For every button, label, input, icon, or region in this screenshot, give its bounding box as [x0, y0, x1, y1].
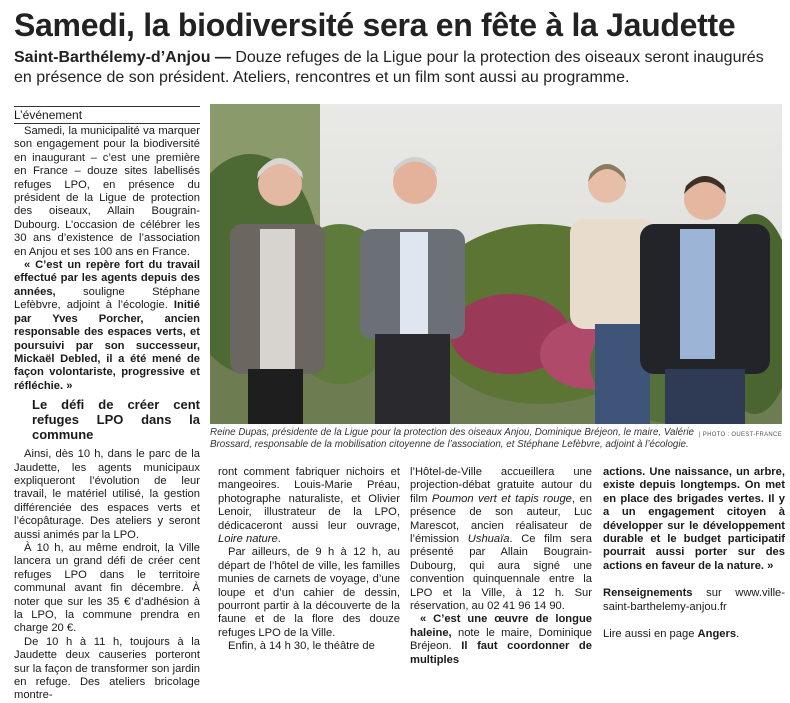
quote-bold: actions. Une naissance, un arbre, existe depuis longtemps. On met en place des brigades vertes. Il y a un engagement citoyen à développer sur le développement durable et le budget participatif pourrait aussi porter sur des actions en faveur de la nature. »	[603, 466, 785, 572]
quote-attribution: souligne Stéphane Lefèbvre, adjoint à l’écologie.	[14, 285, 200, 312]
paragraph	[218, 466, 400, 546]
text-run: , en présence de son auteur, Luc Marescot, ancien réalisateur de l’émission	[410, 492, 592, 546]
article-column-4	[603, 466, 785, 641]
article-photo	[210, 104, 782, 424]
article-column-1	[14, 125, 200, 703]
paragraph: Par ailleurs, de 9 h à 12 h, au départ de l’hôtel de ville, les familles munies de carnets de voyage, d’une loupe et d’un cahier de dessin, pourront partir à la découverte de la faune et de la flore des douze refuges LPO de la Ville.	[218, 546, 400, 639]
quote-attribution: note le maire, Dominique Bréjeon.	[410, 626, 592, 653]
see-also-end: .	[736, 628, 740, 641]
quote-paragraph	[603, 466, 785, 573]
text-run: ront comment fabriquer nichoirs et mangeoires. Louis-Marie Préau, photographe naturaliste, et Olivier Lenoir, illustrateur de la LPO, dédicaceront aussi leur ouvrage,	[218, 466, 400, 532]
paragraph: Ainsi, dès 10 h, dans le parc de la Jaudette, les agents municipaux expliqueront l’évolution de leur travail, le matériel utilisé, la gestion différenciée des espaces verts et l’écopâturage. Des ateliers y seront aussi animés par la LPO.	[14, 448, 200, 541]
caption-text: Reine Dupas, présidente de la Ligue pour la protection des oiseaux Anjou, Dominique Bréjeon, le maire, Valérie Brossard, responsable de la mobilisation citoyenne de l’association, et Stéphane Lefèbvre, adjoint à l’écologie.	[210, 427, 694, 450]
paragraph: À 10 h, au même endroit, la Ville lancera un grand défi de créer cent refuges LPO dans le territoire communal avant fin décembre. À noter que sur les 35 € d’adhésion à la LPO, la commune prendra en charge 20 €.	[14, 541, 200, 635]
see-also-text: Lire aussi en page	[603, 628, 698, 641]
quote-bold: Initié par Yves Porcher, ancien responsable des espaces verts, et poursuivi par son successeur, Mickaël Debled, il a été mené de façon volontariste, progressive et réfléchie. »	[14, 299, 200, 392]
quote-bold: « C’est un repère fort du travail effectué par les agents depuis des années,	[14, 259, 200, 298]
photo-caption	[210, 427, 782, 451]
text-run: . Ce film sera présenté par Allain Bougrain-Dubourg, qui aura signé une convention quinquennale entre la LPO et la Ville, à 12 h. Sur réservation, au 02 41 96 14 90.	[410, 533, 592, 613]
lede-place: Saint-Barthélemy-d’Anjou —	[14, 49, 231, 66]
quote-bold: « C’est une œuvre de longue haleine,	[410, 613, 592, 639]
info-label: Renseignements	[603, 587, 693, 600]
lede	[14, 48, 774, 88]
show-title: Ushuaïa	[467, 533, 510, 546]
article-column-2	[218, 466, 400, 654]
paragraph: Enfin, à 14 h 30, le théâtre de	[228, 640, 375, 653]
section-label: L’événement	[14, 106, 200, 124]
headline: Samedi, la biodiversité sera en fête à la Jaudette	[14, 7, 736, 43]
see-also	[603, 628, 785, 641]
see-also-page: Angers	[697, 628, 737, 641]
article-column-3	[410, 466, 592, 667]
quote-paragraph	[14, 259, 200, 393]
photo-illustration	[210, 104, 782, 424]
subheading: Le défi de créer cent refuges LPO dans la commune	[32, 397, 200, 443]
paragraph: De 10 h à 11 h, toujours à la Jaudette deux causeries porteront sur la façon de transformer son jardin en refuge. Des ateliers bricolage montre-	[14, 635, 200, 702]
info-link[interactable]: sur www.ville-saint-barthelemy-anjou.fr	[603, 587, 785, 613]
text-run: .	[277, 533, 281, 546]
quote-paragraph	[410, 613, 592, 667]
paragraph	[410, 466, 592, 613]
text-run: l’Hôtel-de-Ville accueillera une projection-débat gratuite autour du film	[410, 466, 592, 505]
book-title: Loire nature	[218, 533, 278, 546]
lede-text: Douze refuges de la Ligue pour la protection des oiseaux seront inaugurés en présence de son président. Ateliers, rencontres et un film sont aussi au programme.	[14, 49, 764, 86]
quote-bold: Il faut coordonner de multiples	[410, 640, 592, 666]
film-title: Poumon vert et tapis rouge	[431, 492, 572, 505]
paragraph: Samedi, la municipalité va marquer son engagement pour la biodiversité en inaugurant – c’est une première en France – douze sites labellisés refuges LPO, en présence du président de la Ligue de protection des oiseaux, Allain Bougrain-Dubourg. L’occasion de célébrer les 30 ans d’existence de l’association en Anjou et ses 100 ans en France.	[14, 125, 200, 258]
photo-credit: | PHOTO : OUEST-FRANCE	[698, 432, 782, 438]
info-paragraph	[603, 587, 785, 614]
